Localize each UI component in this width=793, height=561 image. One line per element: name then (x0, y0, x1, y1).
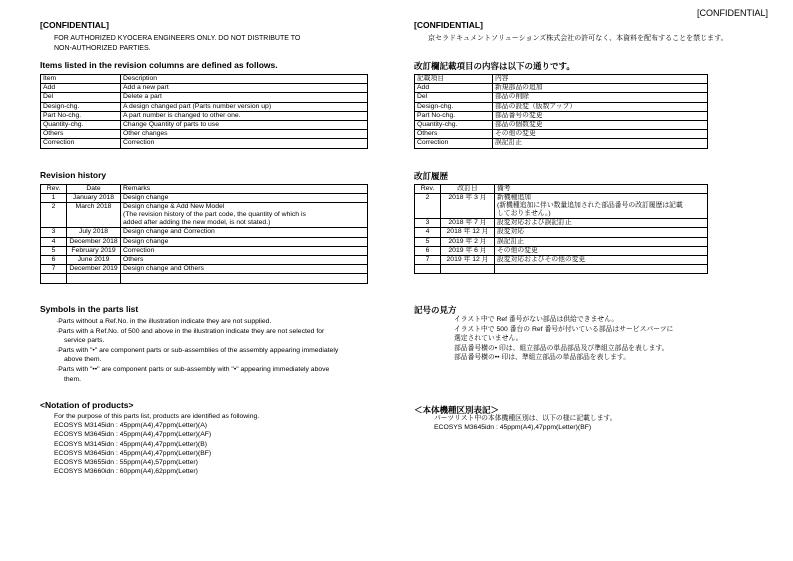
item-name-cell: Design-chg. (415, 102, 493, 111)
items-row (41, 120, 368, 129)
product-line: ECOSYS M3660idn : 60ppm(A4),62ppm(Letter) (54, 468, 198, 476)
left-items-title: Items listed in the revision columns are defined as follows. (40, 60, 278, 70)
items-row (41, 130, 368, 139)
empty-cell (41, 274, 67, 283)
remarks-cell (121, 246, 368, 255)
rev-cell: 7 (41, 265, 67, 274)
items-row (41, 84, 368, 93)
item-name-cell: Correction (41, 139, 121, 148)
rev-cell: 4 (415, 228, 441, 237)
product-line: ECOSYS M3645idn : 45ppm(A4),47ppm(Letter)(AF) (54, 431, 212, 439)
items-row (415, 111, 708, 120)
item-name-cell: Design-chg. (41, 102, 121, 111)
remarks-cell (121, 265, 368, 274)
products-intro: パーツリスト中の本体機種区別は、以下の様に記載します。 (434, 415, 617, 422)
right-revision-title: 改訂履歴 (414, 171, 449, 181)
item-description-cell: 部品の設変（版数アップ） (493, 102, 708, 111)
right-items-title: 改訂欄記載項目の内容は以下の通りです。 (414, 61, 575, 71)
revision-row (415, 219, 708, 228)
date-header: 改訂日 (441, 185, 495, 194)
items-row (41, 75, 368, 84)
symbol-line: ·Parts with "••" are component parts or sub-assembly with "•" appearing immediately above (56, 365, 330, 373)
item-description-cell: 新規部品の追加 (493, 84, 708, 93)
remarks-line: 誤記訂正 (497, 237, 525, 245)
date-cell: March 2018 (67, 203, 121, 228)
rev-cell: 5 (415, 237, 441, 246)
remarks-header: 備考 (495, 185, 708, 194)
confidential-tag-top: [CONFIDENTIAL] (696, 8, 768, 18)
items-row (415, 84, 708, 93)
item-name-cell: Correction (415, 139, 493, 148)
remarks-line: Design change and Correction (123, 228, 215, 236)
left-items-table (40, 74, 368, 149)
item-name-cell: Del (41, 93, 121, 102)
remarks-cell (121, 255, 368, 264)
item-description-cell: A part number is changed to other one. (121, 111, 368, 120)
product-line: ECOSYS M3145idn : 45ppm(A4),47ppm(Letter)(B) (54, 440, 207, 448)
date-cell: 2019 年 6 月 (441, 246, 495, 255)
remarks-line: Design change (123, 237, 169, 245)
date-header: Date (67, 185, 121, 194)
item-name-cell: Others (41, 130, 121, 139)
rev-cell: 3 (41, 228, 67, 237)
symbol-line: them. (64, 375, 81, 383)
remarks-cell (495, 194, 708, 219)
remarks-line: added after adding the new model, is not stated.) (123, 219, 271, 227)
product-line: ECOSYS M3655idn : 55ppm(A4),57ppm(Letter) (54, 459, 198, 467)
item-name-cell: Del (415, 93, 493, 102)
items-row (41, 93, 368, 102)
remarks-line: (新機種追加に伴い数量追加された部品番号の改訂履歴は記載 (497, 202, 683, 210)
remarks-line: Design change (123, 194, 169, 202)
remarks-line: 設変対応および誤記訂正 (497, 219, 572, 227)
item-description-cell: 部品の個数変更 (493, 120, 708, 129)
left-revision-table (40, 184, 368, 284)
rev-cell: 6 (41, 255, 67, 264)
left-symbols-list (50, 317, 380, 384)
left-products (54, 412, 259, 476)
item-description-cell: Other changes (121, 130, 368, 139)
revision-row (41, 194, 368, 203)
symbol-line: ·Parts with a Ref.No. of 500 and above in the illustration indicate they are not selected for (56, 327, 325, 335)
date-cell: July 2018 (67, 228, 121, 237)
empty-cell (67, 274, 121, 283)
items-row (415, 139, 708, 148)
rev-cell: 2 (41, 203, 67, 228)
items-row (415, 93, 708, 102)
right-symbols-title: 記号の見方 (414, 305, 457, 315)
revision-row (41, 255, 368, 264)
date-cell: February 2019 (67, 246, 121, 255)
item-description-cell: 部品番号の変更 (493, 111, 708, 120)
rev-cell: 7 (415, 255, 441, 264)
date-cell: 2019 年 2 月 (441, 237, 495, 246)
empty-cell (415, 265, 441, 274)
items-row (415, 130, 708, 139)
remarks-header: Remarks (121, 185, 368, 194)
date-cell: January 2018 (67, 194, 121, 203)
remarks-line: (The revision history of the part code, the quantity of which is (123, 211, 306, 219)
date-cell: December 2019 (67, 265, 121, 274)
date-cell: 2019 年 12 月 (441, 255, 495, 264)
date-cell: December 2018 (67, 237, 121, 246)
remarks-line: Others (123, 255, 144, 263)
items-row (415, 75, 708, 84)
symbol-line: ·Parts with "•" are component parts or sub-assemblies of the assembly appearing immediately (56, 346, 339, 354)
empty-row (41, 274, 368, 283)
date-cell: 2018 年 12 月 (441, 228, 495, 237)
remarks-cell (121, 228, 368, 237)
item-name-cell: Others (415, 130, 493, 139)
remarks-cell (495, 228, 708, 237)
symbol-line: above them. (64, 356, 102, 364)
remarks-line: Design change and Others (123, 265, 204, 273)
items-row (415, 102, 708, 111)
revision-row (415, 255, 708, 264)
remarks-line: その他の変更 (497, 246, 538, 254)
items-row (41, 102, 368, 111)
item-name-cell: 記載項目 (415, 75, 493, 84)
remarks-line: 設変対応およびその他の変更 (497, 255, 586, 263)
symbol-line: 部品番号横の• 印は、組立部品の単品部品及び準組立部品を表します。 (454, 344, 669, 352)
rev-cell: 4 (41, 237, 67, 246)
revision-row (415, 194, 708, 219)
date-cell: June 2019 (67, 255, 121, 264)
right-symbols-list (434, 315, 734, 363)
item-name-cell: Add (41, 84, 121, 93)
item-description-cell: 内容 (493, 75, 708, 84)
items-row (415, 120, 708, 129)
remarks-cell (495, 219, 708, 228)
left-revision-title: Revision history (40, 170, 107, 180)
empty-cell (121, 274, 368, 283)
remarks-cell (495, 246, 708, 255)
items-row (41, 111, 368, 120)
symbol-line: 部品番号横の•• 印は、準組立部品の単品部品を表します。 (454, 354, 631, 362)
symbol-line: service parts. (64, 337, 105, 345)
right-products (434, 414, 617, 432)
left-confidential: [CONFIDENTIAL] (40, 20, 109, 30)
remarks-line: 新機種追加 (497, 194, 531, 202)
right-revision-table (414, 184, 708, 274)
symbol-line: イラスト中で Ref 番号がない部品は供給できません。 (454, 316, 619, 323)
remarks-cell (495, 255, 708, 264)
item-name-cell: Item (41, 75, 121, 84)
revision-row (41, 265, 368, 274)
empty-cell (495, 265, 708, 274)
item-description-cell: Correction (121, 139, 368, 148)
symbol-line: ·Parts without a Ref.No. in the illustration indicate they are not supplied. (56, 318, 272, 325)
product-line: ECOSYS M3145idn : 45ppm(A4),47ppm(Letter)(A) (54, 422, 207, 430)
revision-row (415, 237, 708, 246)
date-cell: 2018 年 7 月 (441, 219, 495, 228)
left-products-title: <Notation of products> (40, 400, 134, 410)
item-name-cell: Part No-chg. (41, 111, 121, 120)
revision-row (41, 246, 368, 255)
item-description-cell: その他の変更 (493, 130, 708, 139)
rev-cell: 6 (415, 246, 441, 255)
symbol-line: イラスト中で 500 番台の Ref 番号が付いている部品はサービスパーツに (454, 325, 674, 333)
items-row (41, 139, 368, 148)
item-name-cell: Add (415, 84, 493, 93)
product-line: ECOSYS M3645idn : 45ppm(A4),47ppm(Letter)(BF) (54, 449, 212, 457)
remarks-cell (495, 237, 708, 246)
rev-cell: 1 (41, 194, 67, 203)
symbol-line: 選定されていません。 (454, 335, 523, 343)
revision-row (41, 228, 368, 237)
right-products-title: ＜本体機種区別表記＞ (414, 405, 500, 415)
products-intro: For the purpose of this parts list, products are identified as following. (54, 413, 260, 420)
empty-cell (441, 265, 495, 274)
remarks-cell (121, 194, 368, 203)
empty-row (415, 265, 708, 274)
right-notice: 京セラドキュメントソリューションズ株式会社の許可なく、本資料を配布することを禁じます。 (428, 35, 728, 42)
item-name-cell: Quantity-chg. (415, 120, 493, 129)
rev-cell: 5 (41, 246, 67, 255)
revision-row (41, 203, 368, 228)
rev-cell: 3 (415, 219, 441, 228)
remarks-line: しておりません。) (497, 210, 551, 218)
remarks-cell (121, 237, 368, 246)
item-name-cell: Part No-chg. (415, 111, 493, 120)
rev-cell: 2 (415, 194, 441, 219)
revision-row (415, 228, 708, 237)
remarks-line: Design change & Add New Model (123, 203, 225, 211)
item-description-cell: 部品の削除 (493, 93, 708, 102)
remarks-cell (121, 203, 368, 228)
item-description-cell: Add a new part (121, 84, 368, 93)
date-cell: 2018 年 3 月 (441, 194, 495, 219)
item-name-cell: Quantity-chg. (41, 120, 121, 129)
revision-row (415, 246, 708, 255)
remarks-line: Correction (123, 246, 155, 254)
item-description-cell: A design changed part (Parts number version up) (121, 102, 368, 111)
left-notice: FOR AUTHORIZED KYOCERA ENGINEERS ONLY. DO NOT DISTRIBUTE TO NON-AUTHORIZED PARTIES. (54, 35, 301, 52)
revision-row (41, 237, 368, 246)
item-description-cell: Change Quantity of parts to use (121, 120, 368, 129)
right-items-table (414, 74, 708, 149)
item-description-cell: Description (121, 75, 368, 84)
remarks-line: 設変対応 (497, 228, 525, 236)
rev-header: Rev. (415, 185, 441, 194)
rev-header: Rev. (41, 185, 67, 194)
right-confidential: [CONFIDENTIAL] (414, 20, 483, 30)
item-description-cell: 誤記訂正 (493, 139, 708, 148)
item-description-cell: Delete a part (121, 93, 368, 102)
product-line: ECOSYS M3645idn : 45ppm(A4),47ppm(Letter)(BF) (434, 424, 592, 432)
left-symbols-title: Symbols in the parts list (40, 304, 139, 314)
